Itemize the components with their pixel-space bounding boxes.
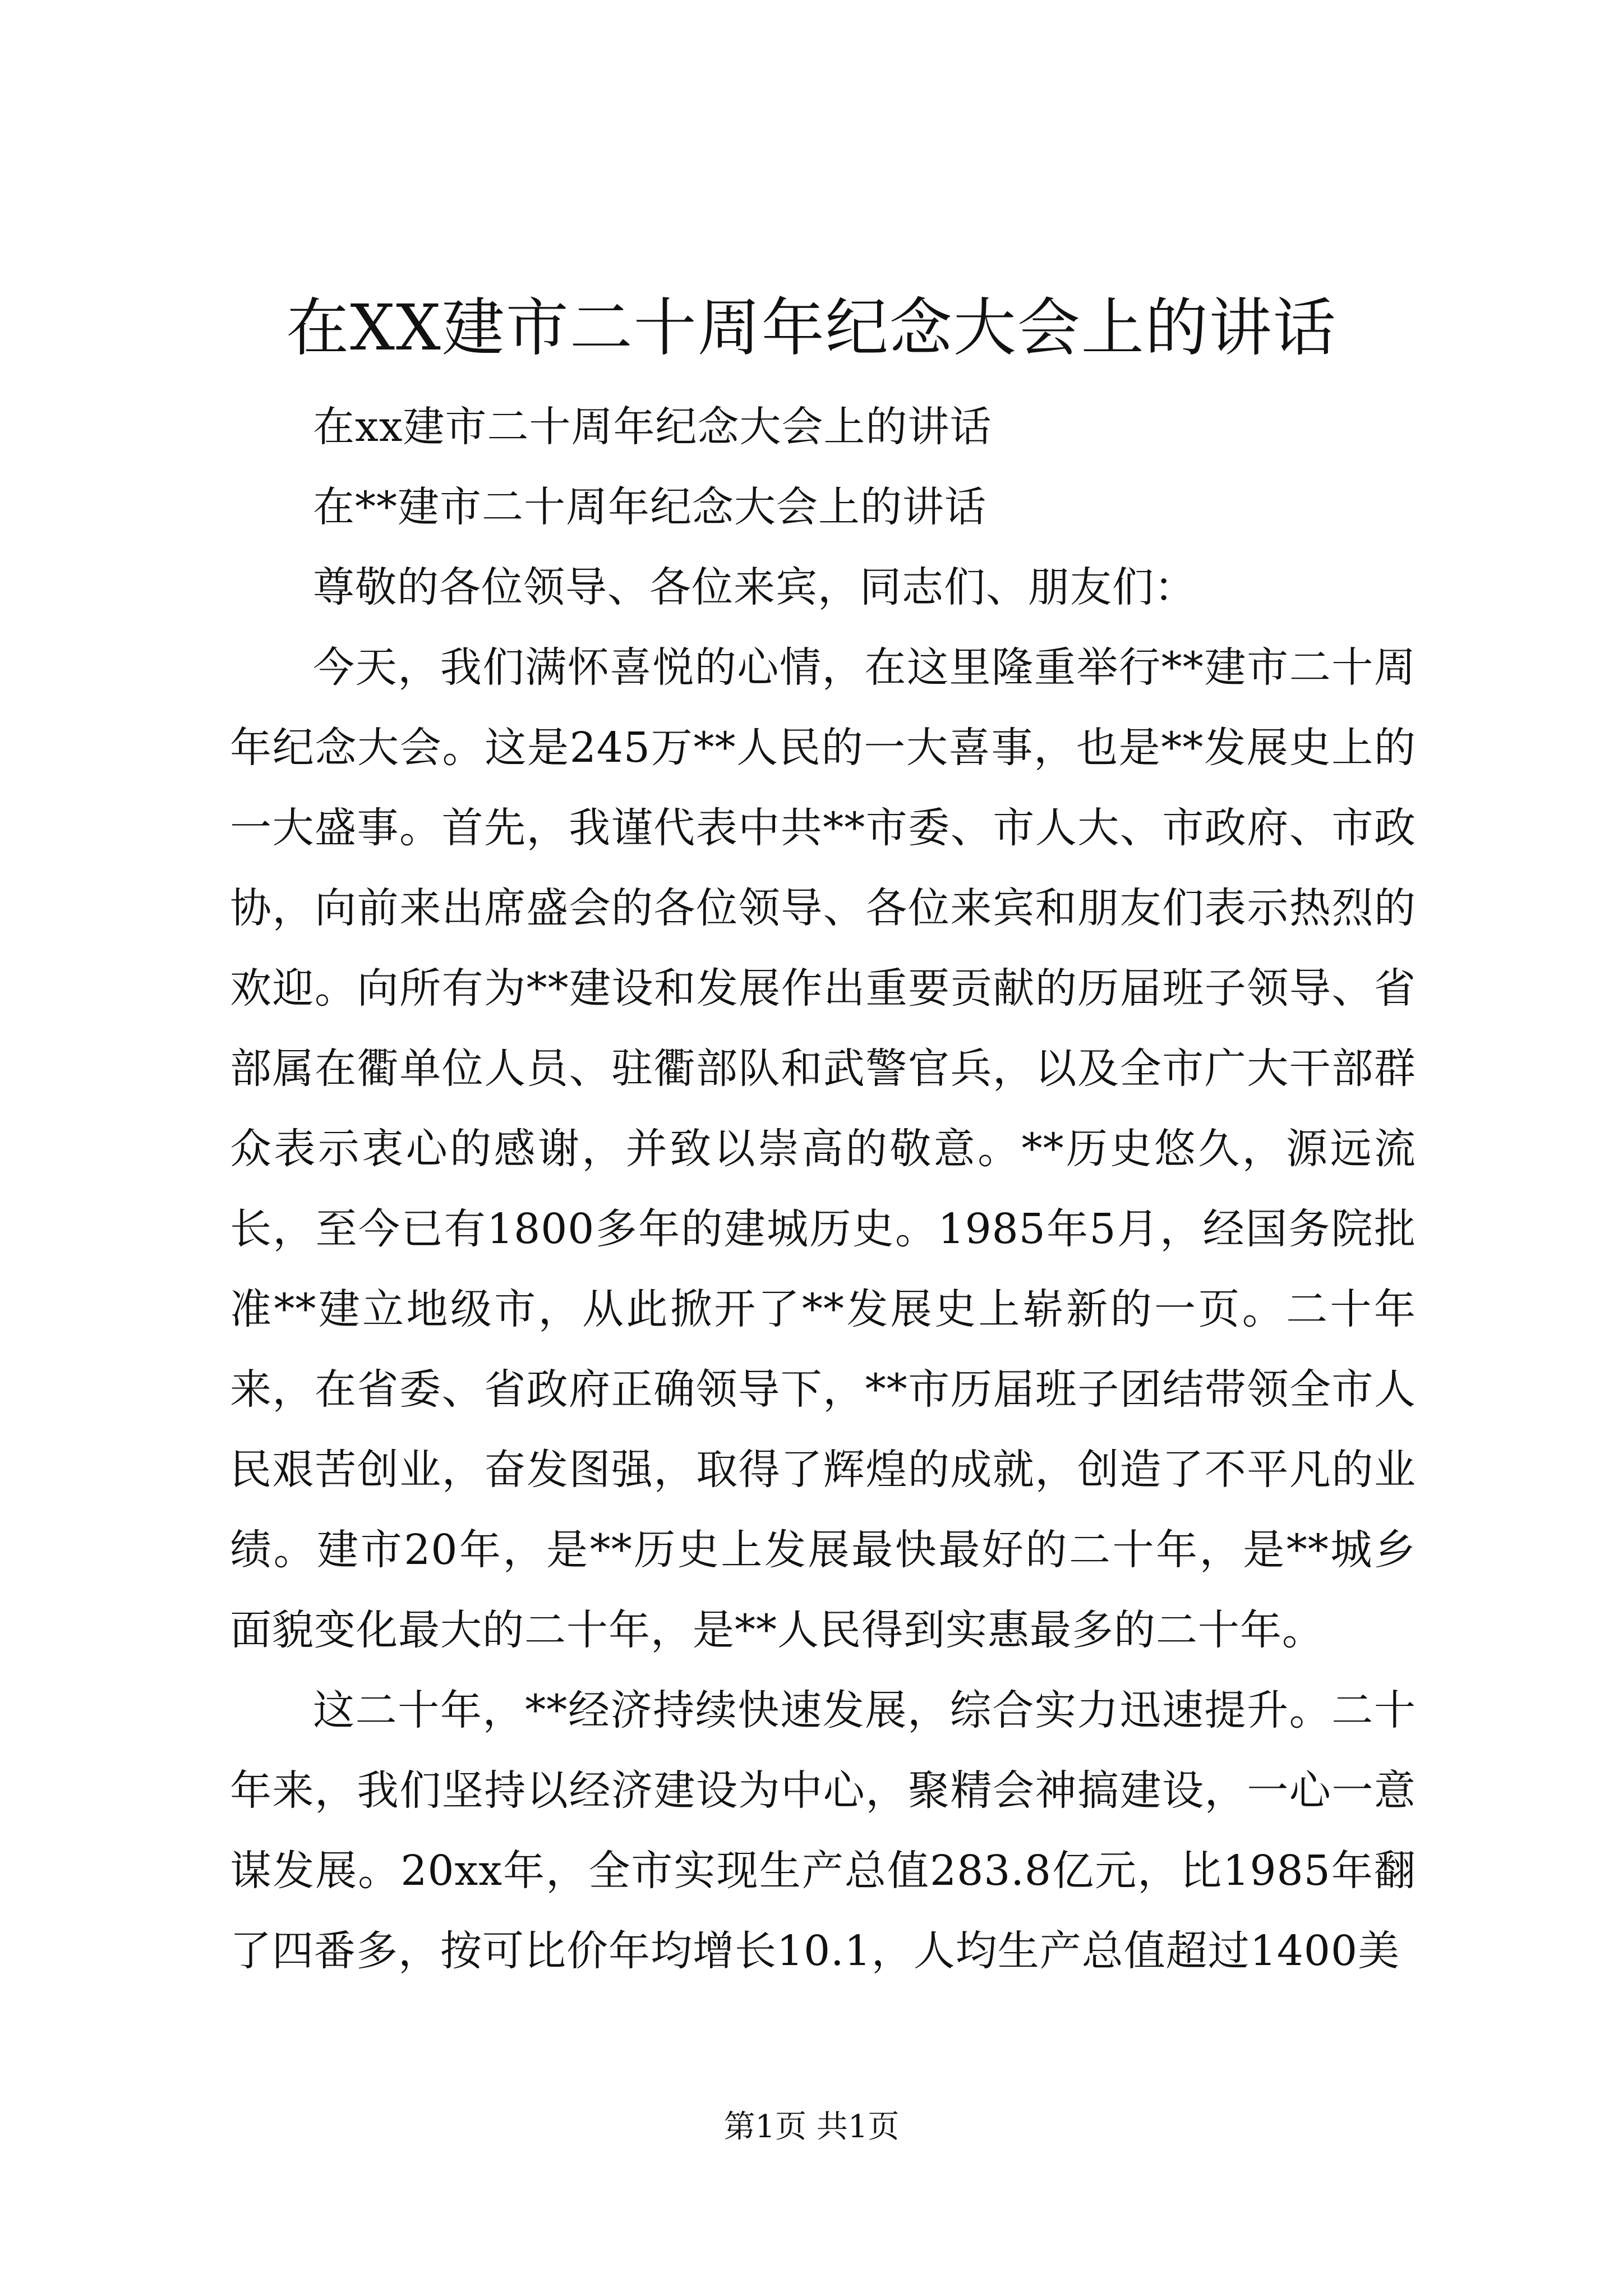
page-footer: 第1页 共1页 xyxy=(723,2109,900,2145)
paragraph: 在**建市二十周年纪念大会上的讲话 xyxy=(313,483,986,531)
paragraph: 今天，我们满怀喜悦的心情，在这里隆重举行**建市二十周年纪念大会。这是245万**人民的一大喜事，也是**发展史上的一大盛事。首先，我谨代表中共**市委、市人大、市政府、市政协，向前来出席盛会的各位领导、各位来宾和朋友们表示热烈的欢迎。向所有为**建设和发展作出重要贡献的历届班子领导、省部属在衢单位人员、驻衢部队和武警官兵，以及全市广大干部群众表示衷心的感谢，并致以崇高的敬意。**历史悠久，源远流长，至今已有1800多年的建城历史。1985年5月，经国务院批准**建立地级市，从此掀开了**发展史上崭新的一页。二十年来，在省委、省政府正确领导下，**市历届班子团结带领全市人民艰苦创业，奋发图强，取得了辉煌的成就，创造了不平凡的业绩。建市20年，是**历史上发展最快最好的二十年，是**城乡面貌变化最大的二十年，是**人民得到实惠最多的二十年。 xyxy=(230,643,1416,1654)
paragraph: 这二十年，**经济持续快速发展，综合实力迅速提升。二十年来，我们坚持以经济建设为中心，聚精会神搞建设，一心一意谋发展。20xx年，全市实现生产总值283.8亿元，比1985年翻了四番多，按可比价年均增长10.1，人均生产总值超过1400美 xyxy=(230,1686,1416,1975)
salutation: 尊敬的各位领导、各位来宾，同志们、朋友们： xyxy=(313,563,1196,611)
document-body xyxy=(230,387,1416,1991)
paragraph: 在xx建市二十周年纪念大会上的讲话 xyxy=(313,403,992,451)
document-title: 在XX建市二十周年纪念大会上的讲话 xyxy=(286,292,1337,365)
